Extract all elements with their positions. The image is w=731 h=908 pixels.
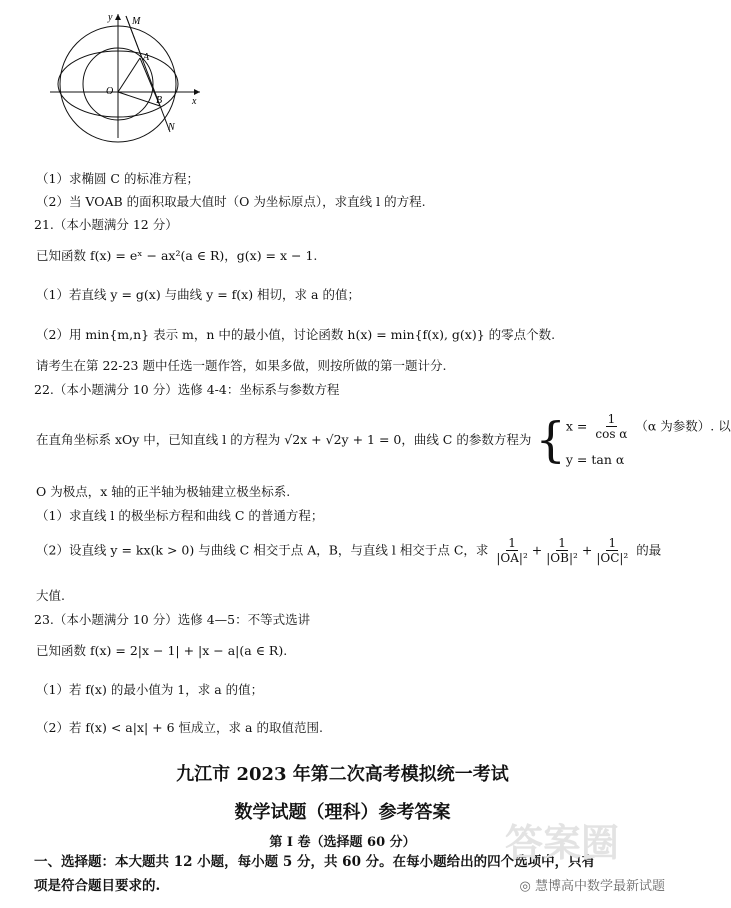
ellipse-circle-figure xyxy=(50,8,210,140)
watermark-label: 慧博高中数学最新试题 xyxy=(534,879,665,894)
fig-label-x: x xyxy=(192,96,197,107)
q22-frac-ob xyxy=(544,536,580,565)
q22-sys-x-lhs: x = xyxy=(565,418,588,434)
q21-part1: （1）若直线 y = g(x) 与曲线 y = f(x) 相切，求 a 的值； xyxy=(36,287,360,302)
q22-polar: O 为极点，x 轴的正半轴为极轴建立极坐标系. xyxy=(36,484,291,499)
q22-frac-oa-den: |OA|² xyxy=(496,551,528,565)
q21-heading: 21.（本小题满分 12 分） xyxy=(34,217,178,232)
fig-label-n: N xyxy=(168,122,175,133)
q22-given-text: 在直角坐标系 xOy 中，已知直线 l 的方程为 √2x + √2y + 1 = 0，曲线 C 的参数方程为 xyxy=(36,432,532,447)
q22-part2-end: 的最 xyxy=(636,542,662,558)
watermark-logo xyxy=(495,816,655,868)
fig-label-o: O xyxy=(106,86,114,97)
watermark-logo-text: 答案圈 xyxy=(505,821,620,865)
q20-part2: （2）当 VOAB 的面积取最大值时（O 为坐标原点），求直线 l 的方程. xyxy=(36,194,426,209)
q21-given: 已知函数 f(x) = eˣ − ax²(a ∈ R)，g(x) = x − 1. xyxy=(36,248,318,263)
q22-frac-oc-den: |OC|² xyxy=(596,551,629,565)
q22-frac-oa xyxy=(494,536,529,565)
q22-frac-oc xyxy=(594,536,630,565)
q22-param-system xyxy=(535,412,730,468)
q22-heading: 22.（本小题满分 10 分）选修 4-4：坐标系与参数方程 xyxy=(34,382,340,397)
q22-part2-cont: 大值. xyxy=(36,588,65,603)
q20-part1: （1）求椭圆 C 的标准方程； xyxy=(36,171,199,186)
q22-given xyxy=(36,412,731,468)
q23-given: 已知函数 f(x) = 2|x − 1| + |x − a|(a ∈ R). xyxy=(36,643,288,658)
q21-part2: （2）用 min{m,n} 表示 m，n 中的最小值，讨论函数 h(x) = min{f(x), g(x)} 的零点个数. xyxy=(36,327,556,342)
q23-part2: （2）若 f(x) < a|x| + 6 恒成立，求 a 的取值范围. xyxy=(36,720,323,735)
answer-subtitle: 数学试题（理科）参考答案 xyxy=(234,802,451,823)
answer-title: 九江市 2023 年第二次高考模拟统一考试 xyxy=(176,764,509,785)
q22-frac-oa-num: 1 xyxy=(508,536,516,550)
fig-label-y: y xyxy=(108,12,113,23)
q22-frac-ob-num: 1 xyxy=(558,536,566,550)
watermark-text xyxy=(520,875,666,894)
choose-note: 请考生在第 22-23 题中任选一题作答，如果多做，则按所做的第一题计分. xyxy=(36,358,447,373)
q22-part2-text: （2）设直线 y = kx(k > 0) 与曲线 C 相交于点 A，B，与直线 l 相交于点 C，求 xyxy=(36,542,489,558)
wechat-icon: ◎ xyxy=(519,879,531,894)
brace-icon: { xyxy=(535,412,566,468)
sec1-line1: 一、选择题：本大题共 12 小题，每小题 5 分，共 60 分。在每小题给出的四个选项中，只有 xyxy=(34,854,596,870)
q22-frac-oc-num: 1 xyxy=(608,536,617,550)
sec1-line2: 项是符合题目要求的. xyxy=(34,878,161,894)
q23-heading: 23.（本小题满分 10 分）选修 4—5：不等式选讲 xyxy=(34,612,311,627)
q22-part1: （1）求直线 l 的极坐标方程和曲线 C 的普通方程； xyxy=(36,508,324,523)
q22-frac-ob-den: |OB|² xyxy=(546,551,578,565)
q22-sys-y: y = tan α xyxy=(565,452,625,467)
q22-part2: （2）设直线 y = kx(k > 0) 与曲线 C 相交于点 A，B，与直线 l 相交于点 C，求 $\frac{1}{\text{|OA|²}}$ + $\frac{1}{\text{|OB|²}}$ + $\frac{1}{\text{|OC|²}}$ 的最 xyxy=(36,536,662,565)
q23-part1: （1）若 f(x) 的最小值为 1，求 a 的值； xyxy=(36,682,264,697)
q22-sys-x-frac xyxy=(593,412,629,441)
q22-sys-x-num: 1 xyxy=(607,412,616,426)
q22-sys-x-den: cos α xyxy=(595,427,628,441)
fig-label-m: M xyxy=(132,16,141,27)
q22-sys-note: （α 为参数）. 以 xyxy=(635,418,731,434)
fig-label-a: A xyxy=(143,52,150,63)
fig-label-b: B xyxy=(156,95,163,106)
section-title: 第 I 卷（选择题 60 分） xyxy=(269,835,416,850)
